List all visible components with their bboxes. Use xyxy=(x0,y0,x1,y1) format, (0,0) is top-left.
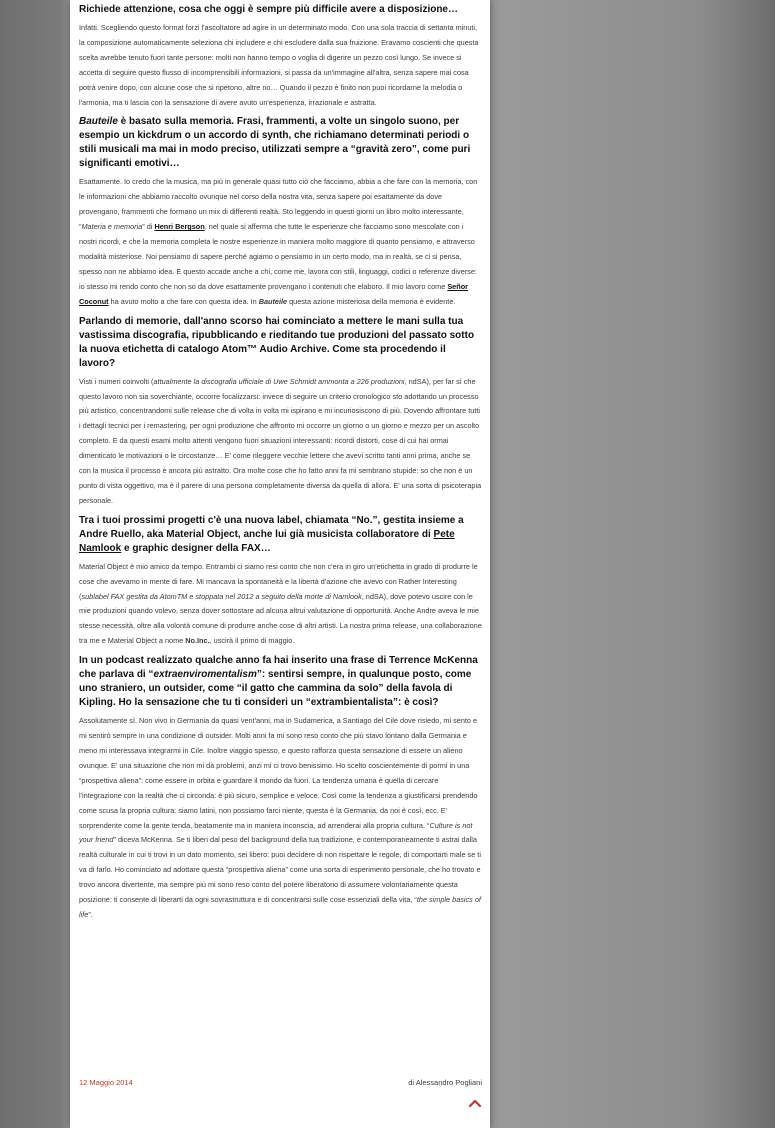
question-2-text: è basato sulla memoria. Frasi, frammenti, a volte un singolo suono, per esempio un kickdrum o un accordo di synth, che richiamano determinati periodi o stili musicali ma mai in modo preciso, utilizzati sempre a “gravità zero”, come puri significanti emotivi… xyxy=(79,116,471,170)
pete-namlook-link[interactable]: Pete Namlook xyxy=(79,528,455,554)
question-5-part: In un podcast realizzato qualche anno fa hai inserito una frase di Terrence McKenna che parlava di “ xyxy=(79,655,478,681)
question-4-part: e graphic designer della FAX… xyxy=(121,542,271,554)
question-1: Richiede attenzione, cosa che oggi è sempre più difficile avere a disposizione… xyxy=(79,4,458,15)
answer-3-part: , ndSA), per far sì che questo lavoro non sia soverchiante, occorre focalizzarsi: invece di seguire un criterio cronologico sto adottando un processo più artistico, concentrandomi sulle release che di volta in volta mi ispirano e mi incuriosiscono di più. Dovendo affrontare tutti i dettagli tecnici per i remastering, per ogni produzione che affronto mi occorre un giorno o un giorno e mezzo per un ascolto completo. E da questi esami molto attenti vengono fuori situazioni interessanti: ricordi distorti, cose di cui hai ormai dimenticato le motivazioni o le circostanze… E' come rileggere vecchie lettere che avevi scritto tanti anni prima, anche se con la musica il processo è ancora più astratto. Ora molte cose che ho fatto anni fa mi sembrano stupide: so che non è un punto di vista oggettivo, ma è il parere di una persona completamente diversa da quella di allora. E' una sorta di psicoterapia personale. xyxy=(79,376,482,505)
question-4 xyxy=(79,514,482,556)
answer-3-part: Visti i numeri coinvolti ( xyxy=(79,376,154,386)
album-title: Bauteile xyxy=(258,296,288,306)
question-4-part: Tra i tuoi prossimi progetti c'è una nuova label, chiamata “No.”, gestita insieme a Andre Ruello, aka Material Object, anche lui già musicista collaboratore di xyxy=(79,514,464,540)
quote: Culture is not your friend xyxy=(79,820,473,845)
chevron-up-icon[interactable] xyxy=(468,1098,482,1108)
term: extraenviromentalism xyxy=(153,669,257,681)
project-name: No.Inc. xyxy=(185,636,210,646)
answer-2-part: , nel quale si afferma che tutte le esperienze che facciamo sono mescolate con i nostri ricordi, e che la memoria completa le nostre esperienze in maniera molto maggiore di quanto pensiamo, e attraverso modalità misteriose. Noi pensiamo di sapere perché agiamo o pensiamo in un certo modo, ma in realtà, se ci si pensa, spesso non ne abbiamo idea. E questo accade anche a chi, come me, lavora con stili, linguaggi, codici o referenze diverse: io stesso mi rendo conto che non so da dove esattamente provengano i contenuti che elaboro. Il mio lavoro come xyxy=(79,222,477,291)
answer-4 xyxy=(79,560,482,649)
answer-2-part: ” di xyxy=(142,222,155,232)
byline: di Alessandro Pogliani xyxy=(408,1078,482,1087)
question-3: Parlando di memorie, dall'anno scorso hai cominciato a mettere le mani sulla tua vastissima discografia, ripubblicando e rieditando tue produzioni del passato sotto la nuova etichetta di catalogo Atom™ Audio Archive. Come sta procedendo il lavoro? xyxy=(79,315,475,369)
answer-5 xyxy=(79,714,482,923)
article-body xyxy=(79,0,482,928)
question-2 xyxy=(79,115,482,171)
answer-3 xyxy=(79,375,482,509)
question-5-part: ”: sentirsi sempre, in qualunque posto, come uno straniero, un outsider, come “il gatto che cammina da solo” della favola di Kipling. Ho la sensazione che tu ti consideri un “extrambientalista”: è così? xyxy=(79,669,472,709)
answer-4-part: , ndSA), dove potevo uscire con le mie produzioni quando volevo, senza dover sottostare ad alcuna altrui valutazione di opportunità. Anche Andre aveva le mie stesse necessità, oltre alla volontà comune di produrre anche cose di altri artisti. La nostra prima release, una collaborazione tra me e Material Object a nome xyxy=(79,591,482,646)
book-title: Materia e memoria xyxy=(81,222,143,232)
quote: the simple basics of life xyxy=(79,895,481,919)
editor-note: sublabel FAX gestita da AtomTM e stoppata nel 2012 a seguito della morte di Namlook xyxy=(81,591,362,601)
answer-1: Infatti. Scegliendo questo format forzi l'ascoltatore ad agire in un determinato modo. Con una sola traccia di settanta minuti, la composizione automaticamente seleziona chi includere e chi escludere dalla sua fruizione. Eravamo coscienti che questa scelta avrebbe tenuto fuori tante persone: molti non hanno tempo o voglia di digerire un pezzo così lungo. Se invece si accetta di seguire questo flusso di incomprensibili informazioni, si passa da un'immagine all'altra, senza sapere mai cosa potrà venire dopo, con alcune cose che si ripetono, altre no… Quando il pezzo è finito non puoi ricordarne la melodia o l'armonia, ma ti lascia con la sensazione di avere avuto un'esperienza, irrazionale e astratta. xyxy=(79,23,479,107)
answer-2-part: ha avuto molto a che fare con questa idea. In xyxy=(108,296,259,306)
answer-4-part: Material Object è mio amico da tempo. Entrambi ci siamo resi conto che non c'era in giro un'etichetta in grado di produrre le cose che avevamo in mente di fare. Mi mancava la spontaneità e la libertà d'azione che avevo con Rather Interesting ( xyxy=(79,561,478,601)
senor-coconut-link[interactable]: Señor Coconut xyxy=(79,281,468,306)
question-5 xyxy=(79,654,482,710)
album-title: Bauteile xyxy=(79,116,118,128)
author-link[interactable]: Henri Bergson xyxy=(154,222,205,232)
publish-date: 12 Maggio 2014 xyxy=(79,1078,133,1087)
answer-2-part: Esattamente. Io credo che la musica, ma più in generale quasi tutto ciò che facciamo, abbia a che fare con la memoria, con le informazioni che abbiamo raccolto ovunque nel corso della nostra vita, senza sapere poi esattamente da dove provengano, frammenti che formano un mix di differenti realtà. Sto leggendo in questi giorni un libro molto interessante, “ xyxy=(79,177,478,232)
answer-2-part: questa azione misteriosa della memoria è evidente. xyxy=(287,296,456,306)
answer-2 xyxy=(79,175,482,309)
answer-5-part: ” diceva McKenna. Se ti liberi dal peso del background della tua tradizione, e contemporaneamente ti astrai dalla realtà culturale in cui ti trovi in un dato momento, sei libero: puoi decidere di non rispettare le regole, di comportarti male se ti va di farlo. Ho cominciato ad adottare questa “prospettiva aliena” come una sorta di esperimento personale, che ho trovato e trovo ancora divertente, ma sempre più mi sono reso conto del potere liberatorio di assumere volontariamente questa posizione: ti consente di liberarti da ogni sovrastruttura e di concentrarsi sulle cose essenziali della vita, “ xyxy=(79,835,481,905)
answer-5-part: ”. xyxy=(88,909,93,919)
answer-5-part: Assolutamente sì. Non vivo in Germania da quasi vent'anni, ma in Sudamerica, a Santiago del Cile dove risiedo, mi sento e mi sentirò sempre in una condizione di outsider. Molti anni fa mi sono reso conto che più stavo lontano dalla Germania e meno mi interessava integrarmi in Cile. Inoltre viaggio spesso, e questo rafforza questa sensazione di essere un alieno ovunque. E' una situazione che non mi dà problemi, anzi mi ci trovo benissimo. Ho scelto coscientemente di pormi in una “prospettiva aliena”: come essere in orbita e guardare il mondo da fuori. La tendenza umana è quella di cercare l'integrazione con la realtà che ci circonda: è più sicuro, semplice e veloce. Così come la tendenza a giustificarsi prendendo come scusa la propria cultura: siamo latini, non possiamo farci niente, questa è la Germania, da noi è così, ecc. E' sorprendente come la gente tenda, beatamente ma in maniera inconscia, ad arrenderai alla propria cultura. “ xyxy=(79,716,478,830)
editor-note: attualmente la discografia ufficiale di Uwe Schmidt ammonta a 226 produzioni xyxy=(153,376,405,386)
answer-4-part: , uscirà il primo di maggio. xyxy=(209,636,295,646)
